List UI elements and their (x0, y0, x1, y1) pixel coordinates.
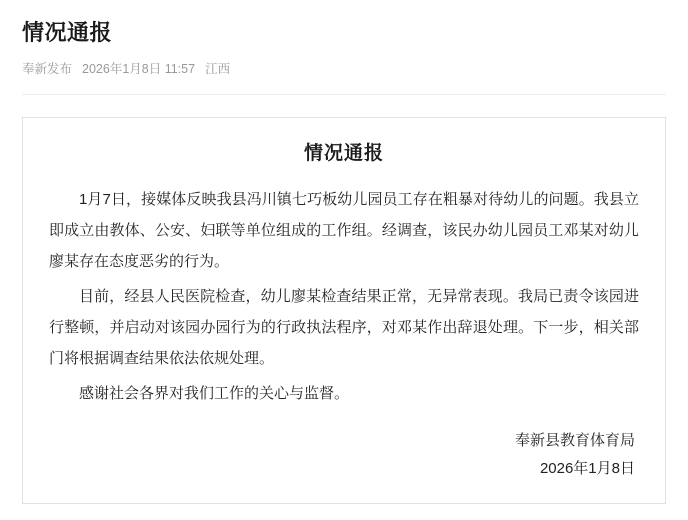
meta-datetime: 2026年1月8日 11:57 (82, 62, 196, 76)
notice-body (49, 184, 639, 409)
notice-paragraph: 目前，经县人民医院检查，幼儿廖某检查结果正常，无异常表现。我局已责令该园进行整顿，并启动对该园办园行为的行政执法程序，对邓某作出辞退处理。下一步，相关部门将根据调查结果依法依规处理。 (49, 288, 639, 367)
notice-signature (49, 427, 639, 483)
sign-date: 2026年1月8日 (539, 460, 635, 477)
article-meta (22, 60, 666, 78)
notice-paragraph: 感谢社会各界对我们工作的关心与监督。 (79, 385, 350, 402)
notice-title: 情况通报 (303, 143, 384, 164)
page-title: 情况通报 (22, 20, 113, 45)
meta-location: 江西 (205, 62, 231, 76)
article-page (0, 18, 688, 520)
notice-paragraph: 1月7日，接媒体反映我县冯川镇七巧板幼儿园员工存在粗暴对待幼儿的问题。我县立即成立由教体、公安、妇联等单位组成的工作组。经调查，该民办幼儿园员工邓某对幼儿廖某存在态度恶劣的行为。 (49, 191, 639, 270)
meta-source: 奉新发布 (22, 62, 73, 76)
notice-card (22, 117, 666, 504)
header-divider (22, 94, 666, 95)
signer-name: 奉新县教育体育局 (514, 432, 635, 449)
